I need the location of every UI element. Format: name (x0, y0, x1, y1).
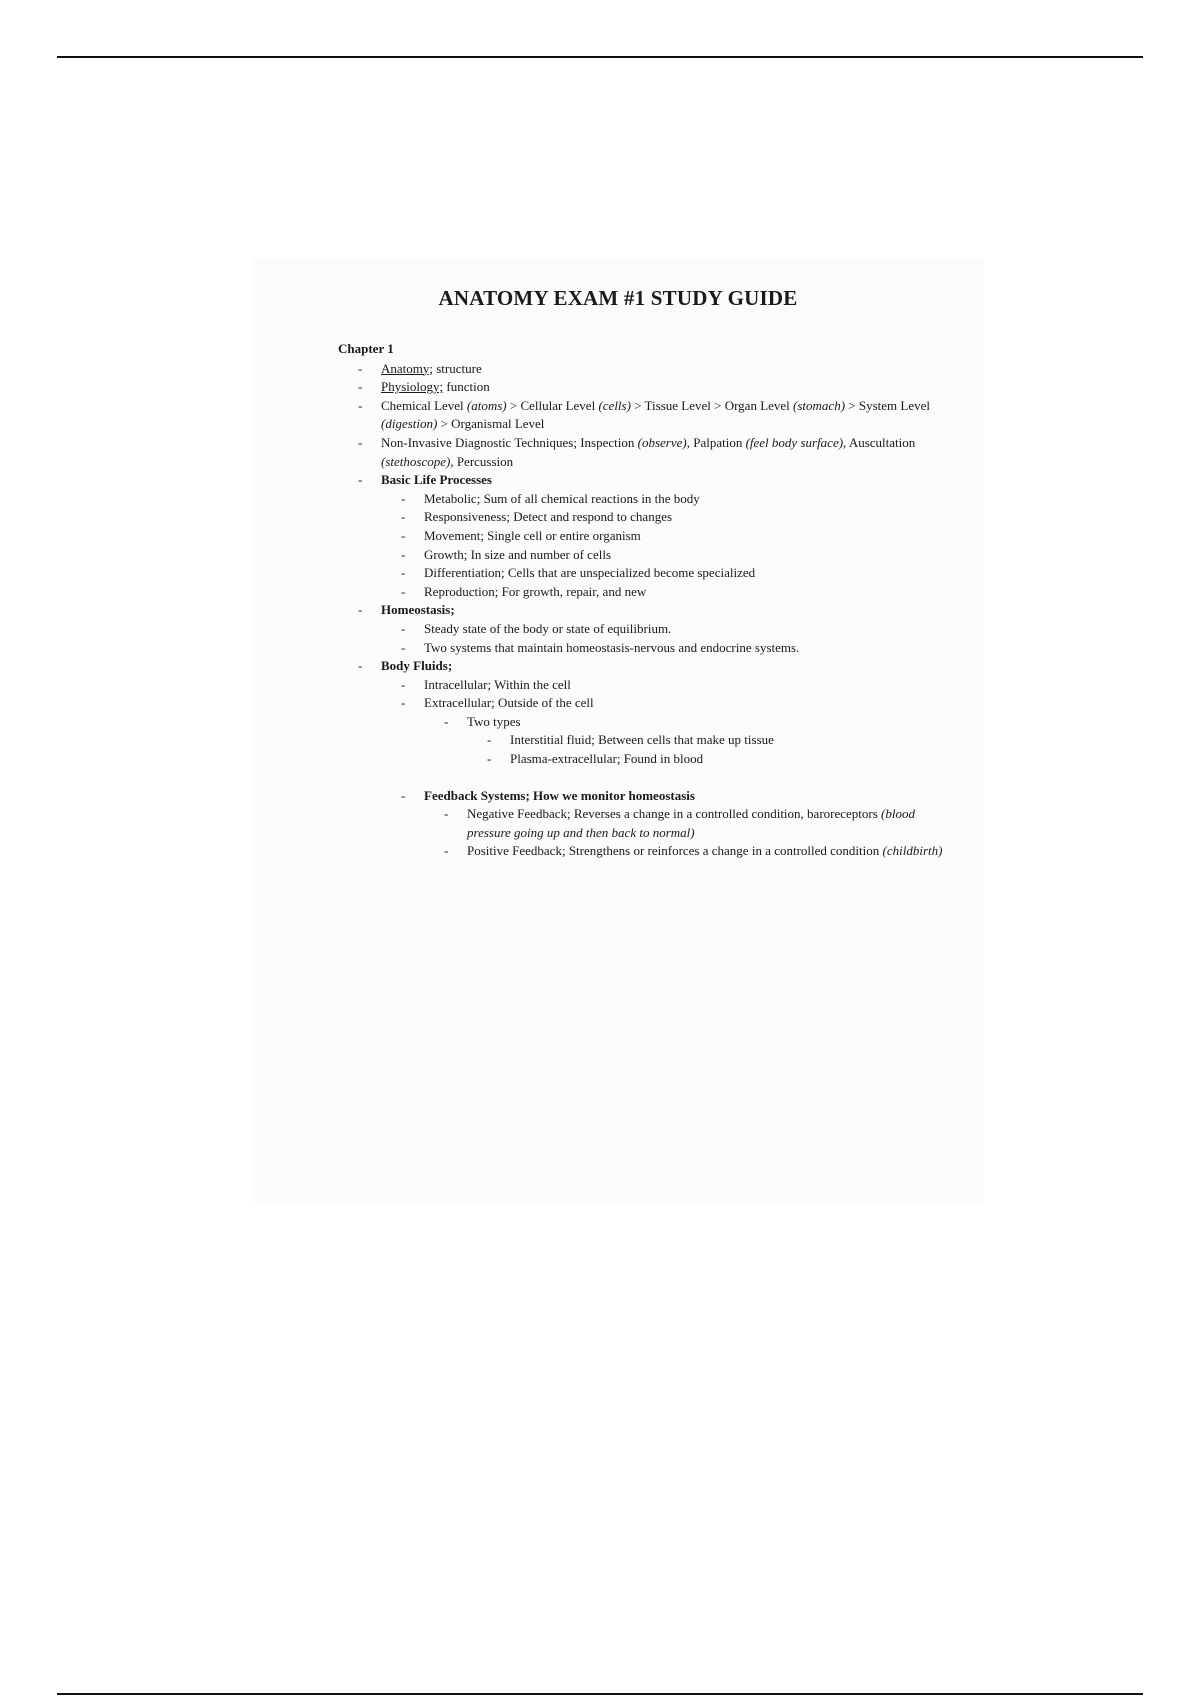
list-item-anatomy (338, 360, 948, 379)
bullet: - (444, 843, 449, 859)
heading-text: Homeostasis; (381, 602, 455, 618)
chapter-list (338, 360, 948, 861)
heading-text: Basic Life Processes (381, 472, 492, 488)
levels-text: > Tissue Level > Organ Level (630, 397, 794, 413)
list-item-negative-feedback (338, 805, 948, 842)
item-text: Reproduction; For growth, repair, and new (424, 583, 647, 599)
bullet: - (401, 527, 406, 543)
document-content (338, 340, 948, 861)
item-text: Growth; In size and number of cells (424, 546, 612, 562)
bullet: - (487, 751, 492, 767)
item-text: Negative Feedback; Reverses a change in a controlled condition, baroreceptors (467, 806, 882, 822)
diagnostic-text: Non-Invasive Diagnostic Techniques; Inspection (381, 434, 638, 450)
levels-example: (digestion) (381, 416, 438, 432)
levels-example: (stomach) (793, 397, 846, 413)
bullet: - (401, 546, 406, 562)
levels-example: (atoms) (466, 397, 507, 413)
heading-text: Feedback Systems; How we monitor homeostasis (424, 787, 695, 803)
list-item-homeostasis (338, 620, 948, 639)
bullet: - (358, 360, 363, 376)
bullet: - (401, 787, 406, 803)
list-item-intracellular (338, 676, 948, 695)
levels-text: > Cellular Level (506, 397, 599, 413)
bullet: - (358, 472, 363, 488)
bullet: - (401, 639, 406, 655)
item-text: Intracellular; Within the cell (424, 676, 571, 692)
diagnostic-example: (feel body surface) (745, 434, 844, 450)
item-text: Plasma-extracellular; Found in blood (510, 751, 704, 767)
heading-body-fluids (338, 657, 948, 676)
bullet: - (358, 397, 363, 413)
list-item-diagnostic (338, 434, 948, 471)
diagnostic-text: , Auscultation (843, 434, 916, 450)
item-text: Metabolic; Sum of all chemical reactions in the body (424, 490, 700, 506)
chapter-heading: Chapter 1 (338, 341, 394, 356)
list-item-fluid-type (338, 731, 948, 750)
item-example: (blood pressure going up and then back to normal) (467, 806, 915, 840)
heading-feedback-systems (338, 787, 948, 806)
list-item-two-types (338, 713, 948, 732)
item-text: Responsiveness; Detect and respond to changes (424, 509, 673, 525)
list-item-extracellular (338, 694, 948, 713)
levels-text: Chemical Level (381, 397, 467, 413)
item-text: Steady state of the body or state of equilibrium. (424, 620, 672, 636)
levels-text: > Organismal Level (437, 416, 545, 432)
term-physiology: Physiology; (381, 379, 444, 395)
list-item-physiology (338, 378, 948, 397)
list-item-levels (338, 397, 948, 434)
diagnostic-example: (stethoscope) (381, 453, 451, 469)
item-text: Two types (467, 713, 521, 729)
item-text: Positive Feedback; Strengthens or reinforces a change in a controlled condition (467, 843, 883, 859)
item-text: Interstitial fluid; Between cells that make up tissue (510, 732, 774, 748)
bullet: - (401, 565, 406, 581)
list-item-basic-life (338, 583, 948, 602)
bullet: - (401, 490, 406, 506)
spacer (338, 769, 948, 787)
levels-text: > System Level (845, 397, 931, 413)
heading-basic-life-processes (338, 471, 948, 490)
definition-physiology: function (443, 379, 490, 395)
definition-anatomy: structure (433, 360, 482, 376)
levels-example: (cells) (598, 397, 631, 413)
term-anatomy: Anatomy; (381, 360, 433, 376)
diagnostic-text: , Palpation (686, 434, 746, 450)
top-rule (57, 56, 1143, 58)
diagnostic-text: , Percussion (450, 453, 514, 469)
item-text: Differentiation; Cells that are unspecialized become specialized (424, 565, 756, 581)
bottom-rule (57, 1693, 1143, 1695)
bullet: - (358, 379, 363, 395)
bullet: - (358, 434, 363, 450)
bullet: - (401, 620, 406, 636)
item-text: Two systems that maintain homeostasis-nervous and endocrine systems. (424, 639, 800, 655)
bullet: - (444, 806, 449, 822)
document-page (253, 258, 983, 1203)
item-text: Movement; Single cell or entire organism (424, 527, 641, 543)
list-item-basic-life (338, 546, 948, 565)
bullet: - (401, 583, 406, 599)
list-item-basic-life (338, 490, 948, 509)
list-item-positive-feedback (338, 842, 948, 861)
document-title: ANATOMY EXAM #1 STUDY GUIDE (438, 286, 798, 310)
list-item-fluid-type (338, 750, 948, 769)
list-item-basic-life (338, 508, 948, 527)
diagnostic-example: (observe) (637, 434, 687, 450)
bullet: - (487, 732, 492, 748)
item-text: Extracellular; Outside of the cell (424, 695, 594, 711)
bullet: - (401, 676, 406, 692)
list-item-homeostasis (338, 639, 948, 658)
bullet: - (358, 658, 363, 674)
heading-homeostasis (338, 601, 948, 620)
bullet: - (444, 713, 449, 729)
list-item-basic-life (338, 564, 948, 583)
bullet: - (401, 509, 406, 525)
heading-text: Body Fluids; (381, 658, 453, 674)
bullet: - (401, 695, 406, 711)
item-example: (childbirth) (882, 843, 943, 859)
bullet: - (358, 602, 363, 618)
list-item-basic-life (338, 527, 948, 546)
